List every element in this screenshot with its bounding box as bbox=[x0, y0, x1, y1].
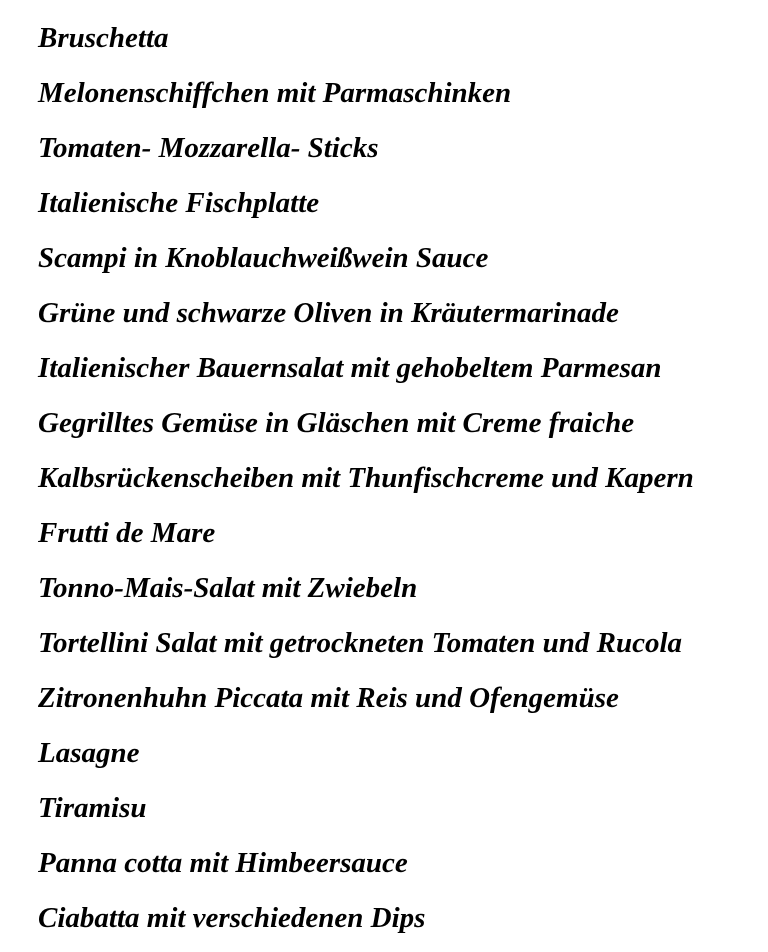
menu-item: Ciabatta mit verschiedenen Dips bbox=[38, 902, 426, 934]
menu-item: Italienischer Bauernsalat mit gehobeltem Parmesan bbox=[38, 352, 662, 384]
menu-item: Tortellini Salat mit getrockneten Tomaten und Rucola bbox=[38, 627, 683, 659]
menu-item: Kalbsrückenscheiben mit Thunfischcreme und Kapern bbox=[38, 462, 694, 494]
menu-list bbox=[38, 17, 763, 952]
menu-item: Melonenschiffchen mit Parmaschinken bbox=[38, 77, 512, 109]
menu-item: Bruschetta bbox=[38, 22, 169, 54]
menu-item: Frutti de Mare bbox=[38, 517, 216, 549]
menu-item: Tonno-Mais-Salat mit Zwiebeln bbox=[38, 572, 418, 604]
menu-item: Tomaten- Mozzarella- Sticks bbox=[38, 132, 379, 164]
menu-item: Tiramisu bbox=[38, 792, 147, 824]
menu-item: Zitronenhuhn Piccata mit Reis und Ofengemüse bbox=[38, 682, 619, 714]
menu-item: Lasagne bbox=[38, 737, 140, 769]
menu-item: Scampi in Knoblauchweißwein Sauce bbox=[38, 242, 489, 274]
menu-item: Panna cotta mit Himbeersauce bbox=[38, 847, 408, 879]
menu-item: Italienische Fischplatte bbox=[38, 187, 320, 219]
menu-item: Grüne und schwarze Oliven in Kräutermarinade bbox=[38, 297, 619, 329]
menu-item: Gegrilltes Gemüse in Gläschen mit Creme fraiche bbox=[38, 407, 635, 439]
